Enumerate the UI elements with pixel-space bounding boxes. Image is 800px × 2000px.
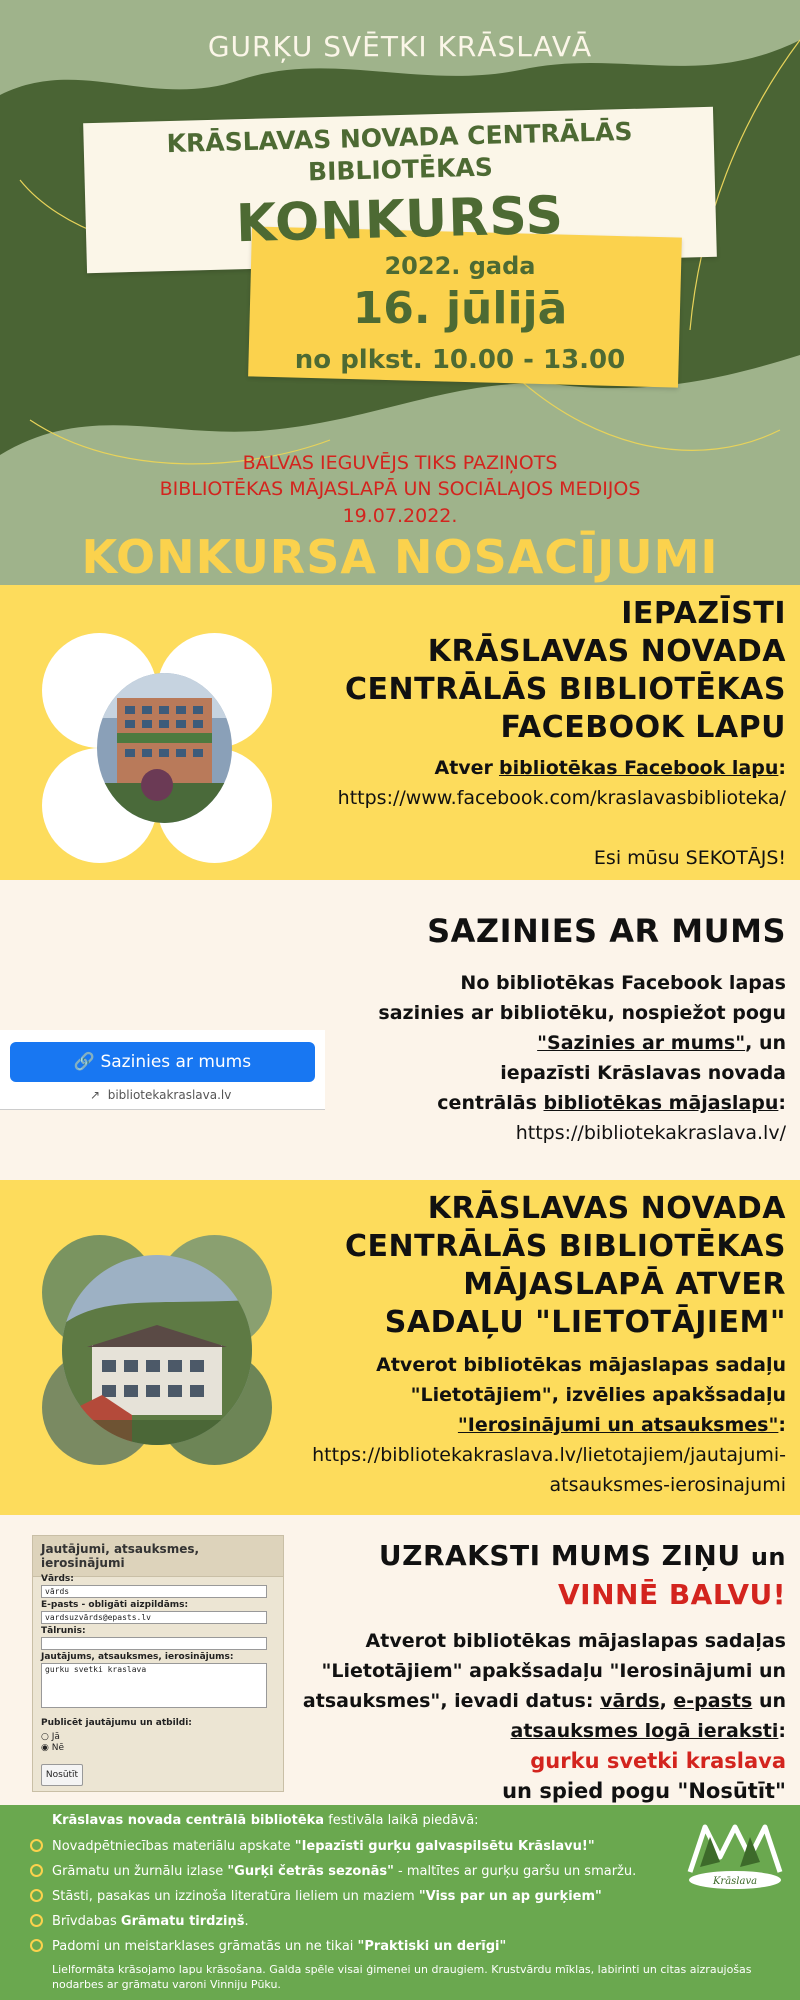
facebook-page-link[interactable]: bibliotēkas Facebook lapu	[498, 757, 779, 779]
bullet-circle-icon	[30, 1839, 43, 1852]
list-item: Novadpētniecības materiālu apskate "Iepazīsti gurķu galvaspilsētu Krāslavu!"	[30, 1839, 595, 1854]
winner-announcement-date: 19.07.2022.	[342, 505, 458, 527]
library-website-link[interactable]: bibliotēkas mājaslapu	[543, 1092, 779, 1114]
offers-footnote: Lielformāta krāsojamo lapu krāsošana. Galda spēle visai ģimenei un draugiem. Krustvārdu mīklas, labirinti un citas aizraujošas nodarbes ar grāmatu varoni Vinniju Pūku.	[52, 1963, 752, 1991]
logo-text: Krāslava	[712, 1876, 758, 1887]
conditions-heading: KONKURSA NOSACĪJUMI	[81, 530, 719, 584]
feedback-subsection-link[interactable]: "Ierosinājumi un atsauksmes"	[457, 1414, 779, 1436]
kraslava-logo	[680, 1817, 790, 1897]
list-item: Brīvdabas Grāmatu tirdziņš.	[30, 1914, 249, 1929]
festival-title: GURĶU SVĒTKI KRĀSLAVĀ	[207, 30, 593, 63]
feedback-form-mockup: Jautājumi, atsauksmes, ierosinājumi Vārds: vārds E-pasts - obligāti aizpildāms: vardsuzvārds@epasts.lv Tālrunis: Jautājums, atsauksmes, ierosinājums: gurku svetki kraslava Publicēt jautājumu un atbildi: ○ Jā ◉ Nē Nosūtīt	[32, 1535, 284, 1792]
bullet-circle-icon	[30, 1864, 43, 1877]
write-us-text: UZRAKSTI MUMS ZIŅU un VINNĒ BALVU! Atverot bibliotēkas mājaslapas sadaļas "Lietotājiem" apakšsadaļu "Ierosinājumi un atsauksmes", ievadi datus: vārds, e-pasts un atsauksmes logā ieraksti: gurku svetki kraslava un spied pogu "Nosūtīt"	[302, 1539, 786, 1803]
winner-announcement-where: BIBLIOTĒKAS MĀJASLAPĀ UN SOCIĀLAJOS MEDIJOS	[159, 478, 641, 500]
website-link-preview[interactable]: ↗ bibliotekakraslava.lv	[90, 1088, 232, 1102]
section-festival-offers	[0, 1805, 800, 2000]
library-building-image	[97, 673, 232, 823]
email-field[interactable]: vardsuzvārds@epasts.lv	[41, 1611, 267, 1624]
facebook-contact-mockup	[0, 1030, 325, 1110]
organizer-name: KRĀSLAVAS NOVADA CENTRĀLĀS BIBLIOTĒKAS	[166, 116, 633, 187]
keyword-text: gurku svetki kraslava	[530, 1749, 786, 1773]
publish-no-radio[interactable]: ◉ Nē	[41, 1743, 64, 1753]
external-link-icon: ↗	[90, 1088, 101, 1102]
facebook-url[interactable]: https://www.facebook.com/kraslavasbiblioteka/	[337, 787, 786, 809]
library-photo-2	[42, 1235, 272, 1465]
bullet-circle-icon	[30, 1914, 43, 1927]
facebook-heading: IEPAZĪSTI KRĀSLAVAS NOVADA CENTRĀLĀS BIBLIOTĒKAS FACEBOOK LAPU	[345, 596, 786, 745]
section-facebook	[0, 585, 800, 880]
contest-title: KONKURSS	[235, 185, 565, 255]
users-heading: KRĀSLAVAS NOVADA CENTRĀLĀS BIBLIOTĒKAS MĀJASLAPĀ ATVER SADAĻU "LIETOTĀJIEM"	[345, 1191, 786, 1340]
win-prize-heading: VINNĒ BALVU!	[557, 1578, 786, 1611]
feedback-url-line1[interactable]: https://bibliotekakraslava.lv/lietotajiem/jautajumi-	[312, 1444, 786, 1466]
users-text: KRĀSLAVAS NOVADA CENTRĀLĀS BIBLIOTĒKAS MĀJASLAPĀ ATVER SADAĻU "LIETOTĀJIEM" Atverot bibliotēkas mājaslapas sadaļu "Lietotājiem", izvēlies apakšsadaļu "Ierosinājumi un atsauksmes": https://bibliotekakraslava.lv/lietotajiem/jautajumi- atsauksmes-ierosinajumi	[312, 1190, 786, 1500]
submit-button[interactable]: Nosūtīt	[41, 1764, 83, 1786]
contact-us-button[interactable]: 🔗 Sazinies ar mums	[10, 1042, 315, 1082]
name-field[interactable]: vārds	[41, 1585, 267, 1598]
contest-date: 16. jūlijā	[352, 283, 568, 334]
section-contact	[0, 880, 800, 1180]
poster-header	[0, 0, 800, 585]
phone-field[interactable]	[41, 1637, 267, 1650]
contest-year: 2022. gada	[384, 252, 536, 280]
feedback-url-line2[interactable]: atsauksmes-ierosinajumi	[549, 1474, 786, 1496]
library-hillside-image	[62, 1255, 252, 1445]
list-item: Stāsti, pasakas un izzinoša literatūra lieliem un maziem "Viss par un ap gurķiem"	[30, 1889, 602, 1904]
form-title: Jautājumi, atsauksmes, ierosinājumi	[33, 1536, 283, 1577]
follow-text: Esi mūsu SEKOTĀJS!	[593, 847, 786, 869]
publish-yes-radio[interactable]: ○ Jā	[41, 1732, 60, 1742]
contact-text: SAZINIES AR MUMS No bibliotēkas Facebook lapas sazinies ar bibliotēku, nospiežot pogu "Sazinies ar mums", un iepazīsti Krāslavas novada centrālās bibliotēkas mājaslapu: https://bibliotekakraslava.lv/	[378, 912, 786, 1148]
section-write-us	[0, 1515, 800, 1805]
list-item: Padomi un meistarklases grāmatās un ne tikai "Praktiski un derīgi"	[30, 1939, 506, 1954]
offers-intro: Krāslavas novada centrālā bibliotēka festivāla laikā piedāvā:	[52, 1813, 479, 1828]
list-item: Grāmatu un žurnālu izlase "Gurķi četrās sezonās" - maltītes ar gurķu garšu un smaržu.	[30, 1864, 636, 1879]
facebook-text: IEPAZĪSTI KRĀSLAVAS NOVADA CENTRĀLĀS BIBLIOTĒKAS FACEBOOK LAPU Atver bibliotēkas Facebook lapu: https://www.facebook.com/kraslavasbiblioteka/ Esi mūsu SEKOTĀJS!	[338, 595, 786, 873]
winner-announcement: BALVAS IEGUVĒJS TIKS PAZIŅOTS	[242, 452, 558, 474]
message-field[interactable]: gurku svetki kraslava	[41, 1663, 267, 1708]
bullet-circle-icon	[30, 1939, 43, 1952]
contact-heading: SAZINIES AR MUMS	[427, 912, 786, 950]
bullet-circle-icon	[30, 1889, 43, 1902]
contest-time: no plkst. 10.00 - 13.00	[294, 345, 626, 375]
library-photo	[42, 633, 272, 863]
section-users	[0, 1180, 800, 1515]
library-website-url[interactable]: https://bibliotekakraslava.lv/	[515, 1122, 786, 1144]
write-us-heading: UZRAKSTI MUMS ZIŅU un	[378, 1539, 786, 1572]
